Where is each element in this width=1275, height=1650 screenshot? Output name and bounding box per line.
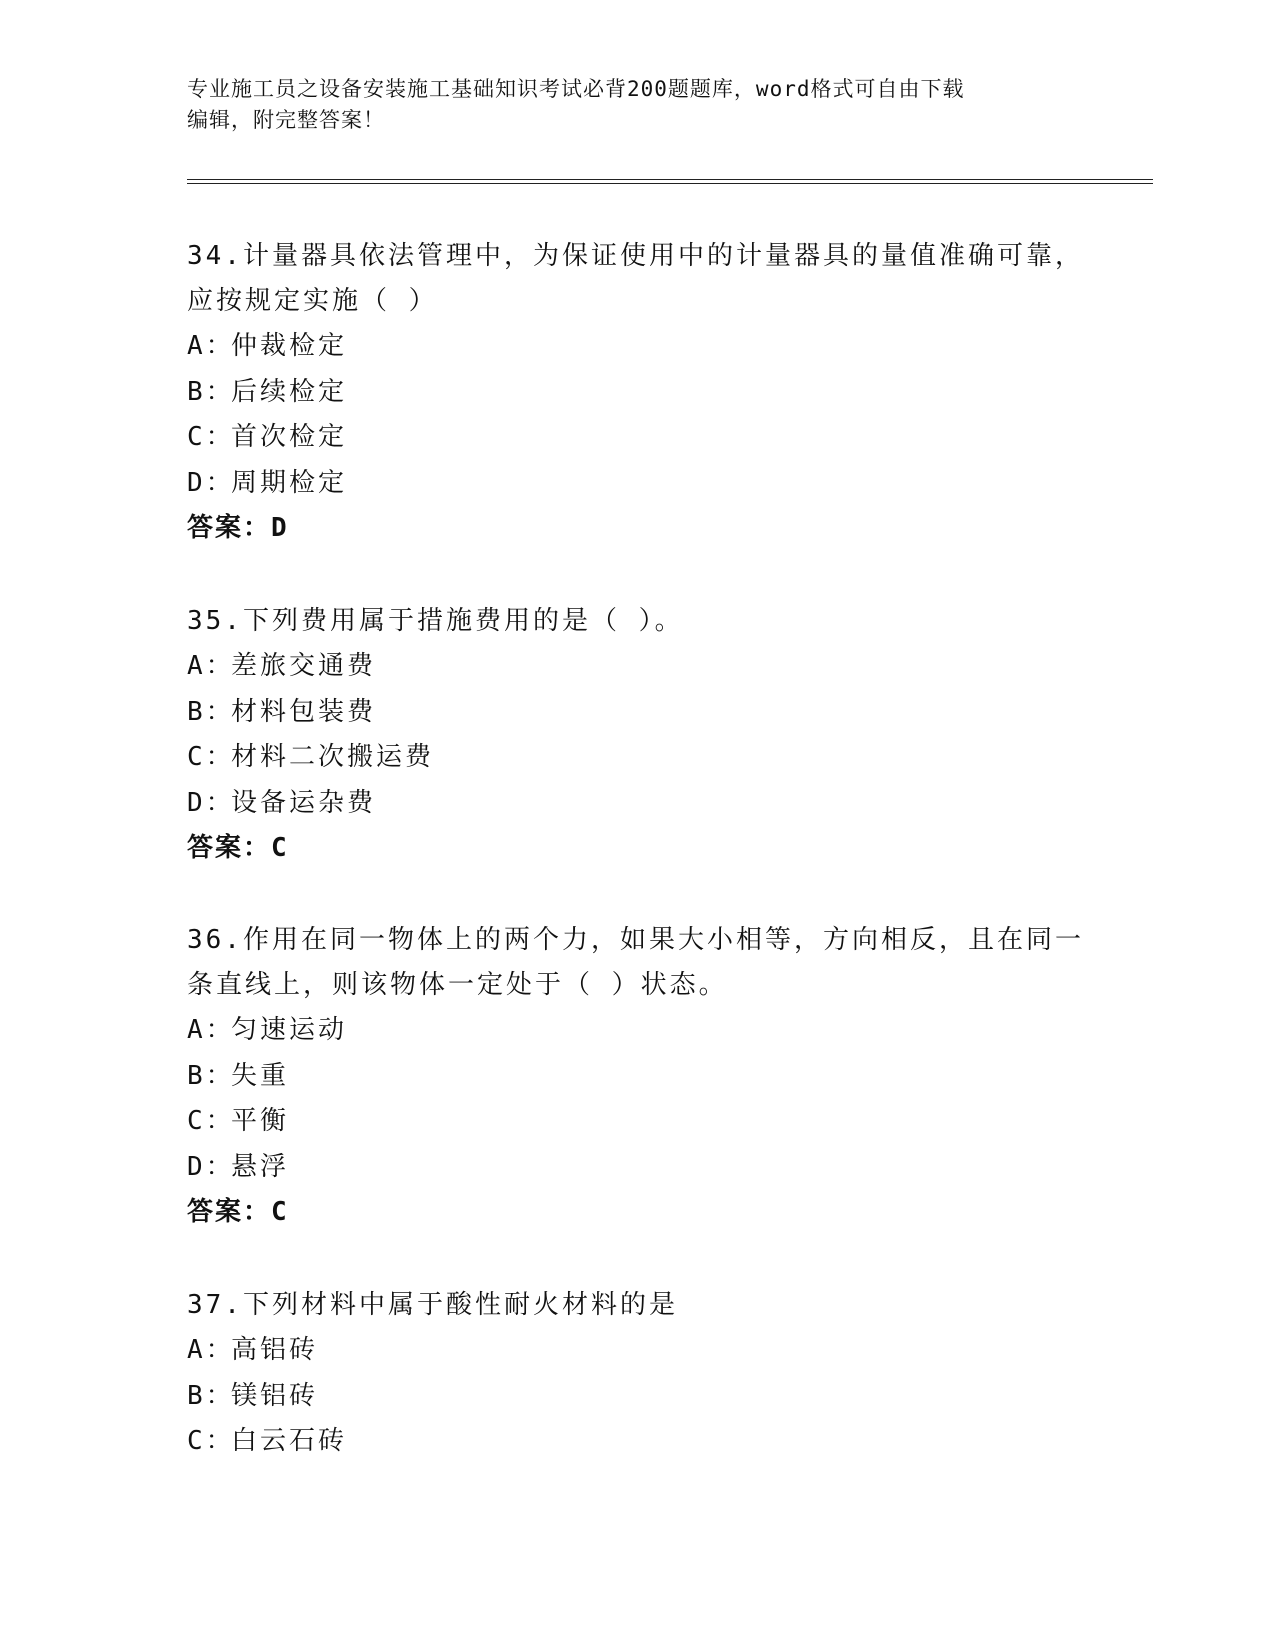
option-c <box>187 1099 1087 1145</box>
option-text: 材料二次搬运费 <box>231 742 435 772</box>
question-36 <box>187 918 1087 1236</box>
option-b <box>187 690 1087 736</box>
question-34 <box>187 234 1087 552</box>
option-a <box>187 1008 1087 1054</box>
option-key: A： <box>187 331 235 361</box>
option-text: 仲裁检定 <box>231 331 348 361</box>
option-text: 镁铝砖 <box>231 1380 319 1411</box>
option-key: C： <box>187 422 235 452</box>
question-stem-line: 36.作用在同一物体上的两个力，如果大小相等，方向相反，且在同一 <box>187 925 1084 955</box>
document-header <box>187 74 1087 136</box>
option-key: D： <box>187 467 235 498</box>
option-d <box>187 781 1087 827</box>
option-a <box>187 324 1087 370</box>
option-c <box>187 735 1087 781</box>
option-key: B： <box>187 1060 235 1091</box>
answer-line: 答案：C <box>187 833 289 863</box>
option-key: A： <box>187 1335 235 1365</box>
option-text: 差旅交通费 <box>231 651 377 681</box>
question-stem-line: 34.计量器具依法管理中，为保证使用中的计量器具的量值准确可靠， <box>187 241 1084 271</box>
option-b <box>187 1054 1087 1100</box>
option-text: 周期检定 <box>231 467 348 498</box>
option-b <box>187 1374 1087 1420</box>
question-stem-line: 35.下列费用属于措施费用的是（ ）。 <box>187 606 684 636</box>
option-d <box>187 1145 1087 1191</box>
option-text: 材料包装费 <box>231 696 377 727</box>
option-key: C： <box>187 742 235 772</box>
header-divider-top <box>187 179 1153 180</box>
option-text: 高铝砖 <box>231 1335 319 1365</box>
header-line-1: 专业施工员之设备安装施工基础知识考试必背200题题库，word格式可自由下载 <box>187 77 965 101</box>
option-d <box>187 461 1087 507</box>
question-stem-line: 37.下列材料中属于酸性耐火材料的是 <box>187 1290 678 1320</box>
question-35 <box>187 599 1087 872</box>
option-b <box>187 370 1087 416</box>
header-line-2: 编辑，附完整答案！ <box>187 108 385 132</box>
option-text: 设备运杂费 <box>231 787 377 818</box>
option-key: C： <box>187 1426 235 1456</box>
option-text: 失重 <box>231 1060 290 1091</box>
option-key: D： <box>187 787 235 818</box>
option-text: 悬浮 <box>231 1151 290 1182</box>
answer-line: 答案：D <box>187 513 289 543</box>
option-text: 平衡 <box>231 1106 290 1136</box>
option-text: 首次检定 <box>231 422 348 452</box>
option-c <box>187 415 1087 461</box>
answer-line: 答案：C <box>187 1197 289 1227</box>
option-key: A： <box>187 651 235 681</box>
option-text: 匀速运动 <box>231 1015 348 1045</box>
question-37 <box>187 1283 1087 1465</box>
option-key: B： <box>187 696 235 727</box>
option-key: B： <box>187 376 235 407</box>
option-a <box>187 1328 1087 1374</box>
option-a <box>187 644 1087 690</box>
header-divider-bottom <box>187 183 1153 184</box>
option-c <box>187 1419 1087 1465</box>
option-key: D： <box>187 1151 235 1182</box>
option-key: C： <box>187 1106 235 1136</box>
option-key: A： <box>187 1015 235 1045</box>
question-stem-line: 应按规定实施（ ） <box>187 286 438 316</box>
question-stem-line: 条直线上，则该物体一定处于（ ）状态。 <box>187 970 728 1000</box>
option-key: B： <box>187 1380 235 1411</box>
option-text: 后续检定 <box>231 376 348 407</box>
option-text: 白云石砖 <box>231 1426 348 1456</box>
